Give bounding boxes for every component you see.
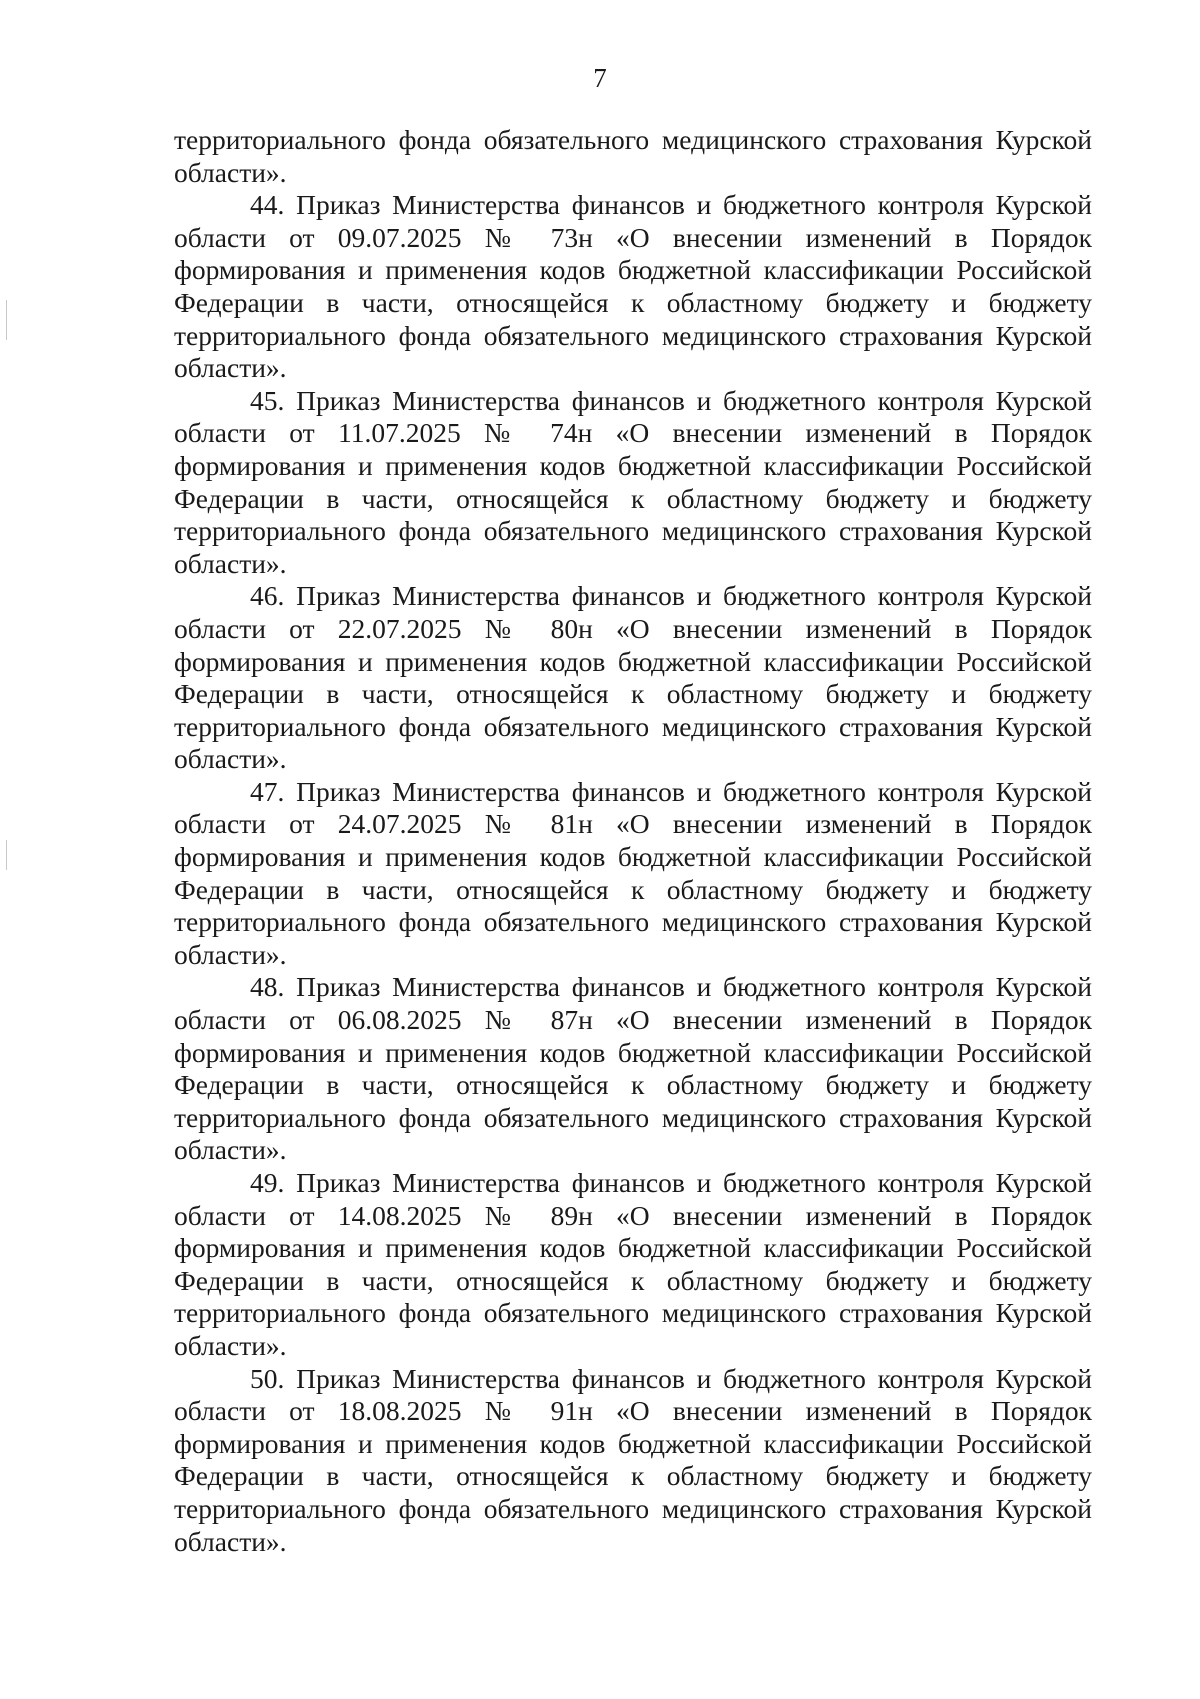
list-item: 49. Приказ Министерства финансов и бюджетного контроля Курской области от 14.08.2025 № 89н «О внесении изменений в Порядок формирования и применения кодов бюджетной классификации Российской Федерации в части, относящейся к областному бюджету и бюджету территориального фонда обязательного медицинского страхования Курской области». [174,1167,1092,1361]
list-item: 50. Приказ Министерства финансов и бюджетного контроля Курской области от 18.08.2025 № 91н «О внесении изменений в Порядок формирования и применения кодов бюджетной классификации Российской Федерации в части, относящейся к областному бюджету и бюджету территориального фонда обязательного медицинского страхования Курской области». [174,1362,1092,1557]
list-item: 46. Приказ Министерства финансов и бюджетного контроля Курской области от 22.07.2025 № 80н «О внесении изменений в Порядок формирования и применения кодов бюджетной классификации Российской Федерации в части, относящейся к областному бюджету и бюджету территориального фонда обязательного медицинского страхования Курской области». [174,580,1092,775]
scan-artifact [6,840,7,870]
scan-artifact [6,300,7,340]
list-item: 48. Приказ Министерства финансов и бюджетного контроля Курской области от 06.08.2025 № 87н «О внесении изменений в Порядок формирования и применения кодов бюджетной классификации Российской Федерации в части, относящейся к областному бюджету и бюджету территориального фонда обязательного медицинского страхования Курской области». [174,971,1092,1166]
list-item: 44. Приказ Министерства финансов и бюджетного контроля Курской области от 09.07.2025 № 73н «О внесении изменений в Порядок формирования и применения кодов бюджетной классификации Российской Федерации в части, относящейся к областному бюджету и бюджету территориального фонда обязательного медицинского страхования Курской области». [174,189,1092,384]
list-item: 45. Приказ Министерства финансов и бюджетного контроля Курской области от 11.07.2025 № 74н «О внесении изменений в Порядок формирования и применения кодов бюджетной классификации Российской Федерации в части, относящейся к областному бюджету и бюджету территориального фонда обязательного медицинского страхования Курской области». [174,384,1092,579]
page-number: 7 [593,63,607,93]
list-item: 47. Приказ Министерства финансов и бюджетного контроля Курской области от 24.07.2025 № 81н «О внесении изменений в Порядок формирования и применения кодов бюджетной классификации Российской Федерации в части, относящейся к областному бюджету и бюджету территориального фонда обязательного медицинского страхования Курской области». [174,775,1092,970]
document-body [174,124,1092,1558]
continuation-paragraph: территориального фонда обязательного медицинского страхования Курской области». [174,124,1092,188]
